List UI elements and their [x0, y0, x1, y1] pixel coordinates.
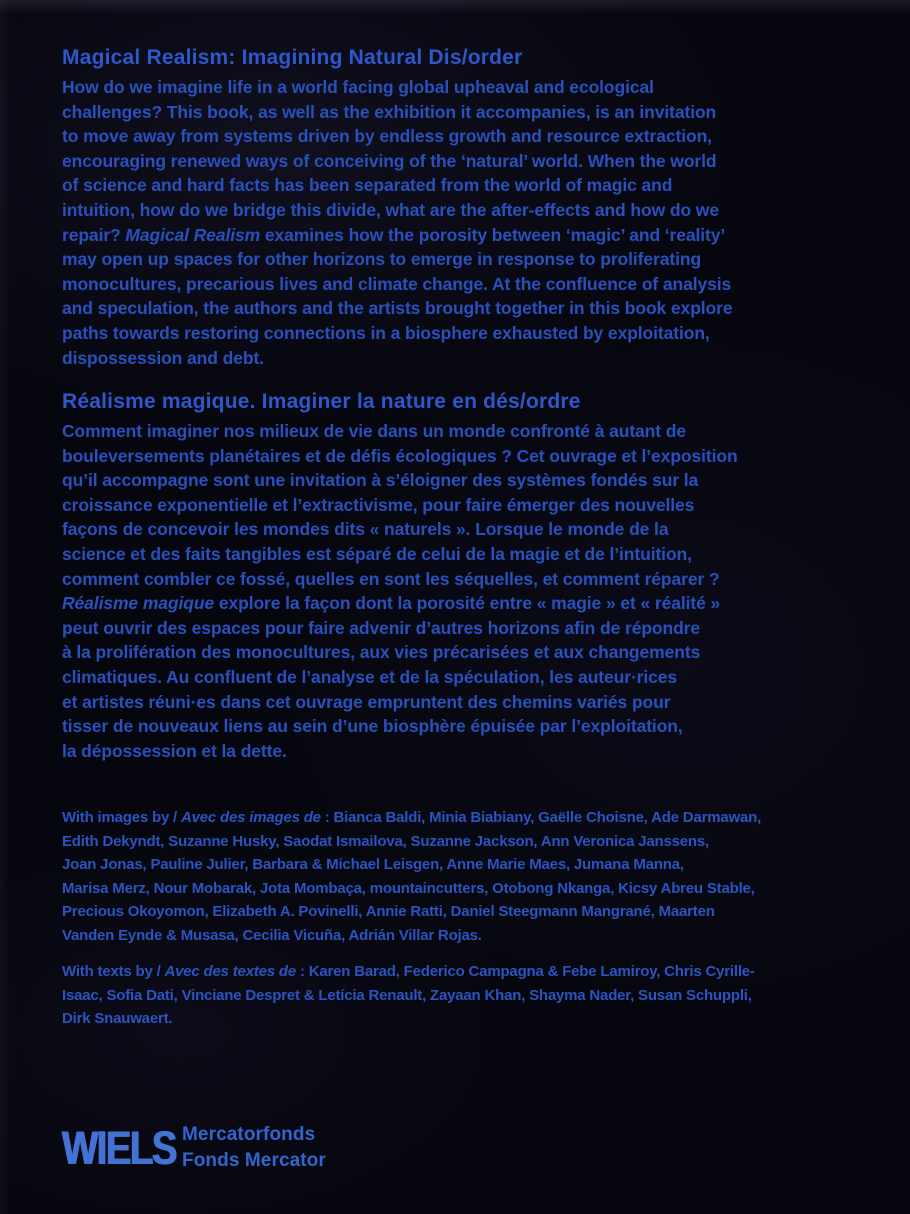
mercatorfonds-line2: Fonds Mercator: [182, 1150, 326, 1171]
english-paragraph: How do we imagine life in a world facing global upheaval and ecological challenges? This book, as well as the exhibition it accompanies, is an invitation to move away from systems driven by endless growth and resource extraction, encouraging renewed ways of conceiving of the ‘natural’ world. When the world of science and hard facts has been separated from the world of magic and intuition, how do we bridge this divide, what are the after-effects and how do we repair? Magical Realism examines how the porosity between ‘magic’ and ‘reality’ may open up spaces for other horizons to emerge in response to proliferating monocultures, precarious lives and climate change. At the confluence of analysis and speculation, the authors and the artists brought together in this book explore paths towards restoring connections in a biosphere exhausted by exploitation, dispossession and debt.: [62, 77, 733, 368]
scan-edge-top: [0, 0, 910, 14]
french-paragraph: Comment imaginer nos milieux de vie dans un monde confronté à autant de bouleversements planétaires et de défis écologiques ? Cet ouvrage et l’exposition qu’il accompagne sont une invitation à s’éloigner des systèmes fondés sur la croissance exponentielle et l’extractivisme, pour faire émerger des nouvelles façons de concevoir les mondes dits « naturels ». Lorsque le monde de la science et des faits tangibles est séparé de celui de la magie et de l’intuition, comment combler ce fossé, quelles en sont les séquelles, et comment réparer ? Réalisme magique explore la façon dont la porosité entre « magie » et « réalité » peut ouvrir des espaces pour faire advenir d’autres horizons afin de répondre à la prolifération des monocultures, aux vies précarisées et aux changements climatiques. Au confluent de l’analyse et de la spéculation, les auteur·rices et artistes réuni·es dans cet ouvrage empruntent des chemins variés pour tisser de nouveaux liens au sein d’une biosphère épuisée par l’exploitation, la dépossession et la dette.: [62, 421, 738, 761]
publisher-logos: [62, 1118, 562, 1178]
scan-edge-left: [0, 0, 10, 1214]
credits-texts-paragraph: With texts by / Avec des textes de : Karen Barad, Federico Campagna & Febe Lamiroy, Chris Cyrille- Isaac, Sofia Dati, Vinciane Despret & Letícia Renault, Zayaan Khan, Shayma Nader, Susan Schuppli, Dirk Snauwaert.: [62, 963, 755, 1027]
english-title: Magical Realism: Imagining Natural Dis/order: [62, 46, 523, 69]
french-title: Réalisme magique. Imaginer la nature en dés/ordre: [62, 390, 581, 413]
wiels-logo: WIELS: [62, 1121, 176, 1174]
french-section: [62, 388, 862, 763]
mercatorfonds-logo: [182, 1122, 326, 1174]
credits-texts-section: [62, 960, 862, 1031]
credits-images-section: [62, 806, 862, 947]
mercatorfonds-line1: Mercatorfonds: [182, 1124, 316, 1145]
credits-images-paragraph: With images by / Avec des images de : Bianca Baldi, Minia Biabiany, Gaëlle Choisne, Ade Darmawan, Edith Dekyndt, Suzanne Husky, Saodat Ismailova, Suzanne Jackson, Ann Veronica Janssens, Joan Jonas, Pauline Julier, Barbara & Michael Leisgen, Anne Marie Maes, Jumana Manna, Marisa Merz, Nour Mobarak, Jota Mombaça, mountaincutters, Otobong Nkanga, Kicsy Abreu Stable, Precious Okoyomon, Elizabeth A. Povinelli, Annie Ratti, Daniel Steegmann Mangrané, Maarten Vanden Eynde & Musasa, Cecilia Vicuña, Adrián Villar Rojas.: [62, 809, 762, 944]
english-section: [62, 44, 862, 370]
